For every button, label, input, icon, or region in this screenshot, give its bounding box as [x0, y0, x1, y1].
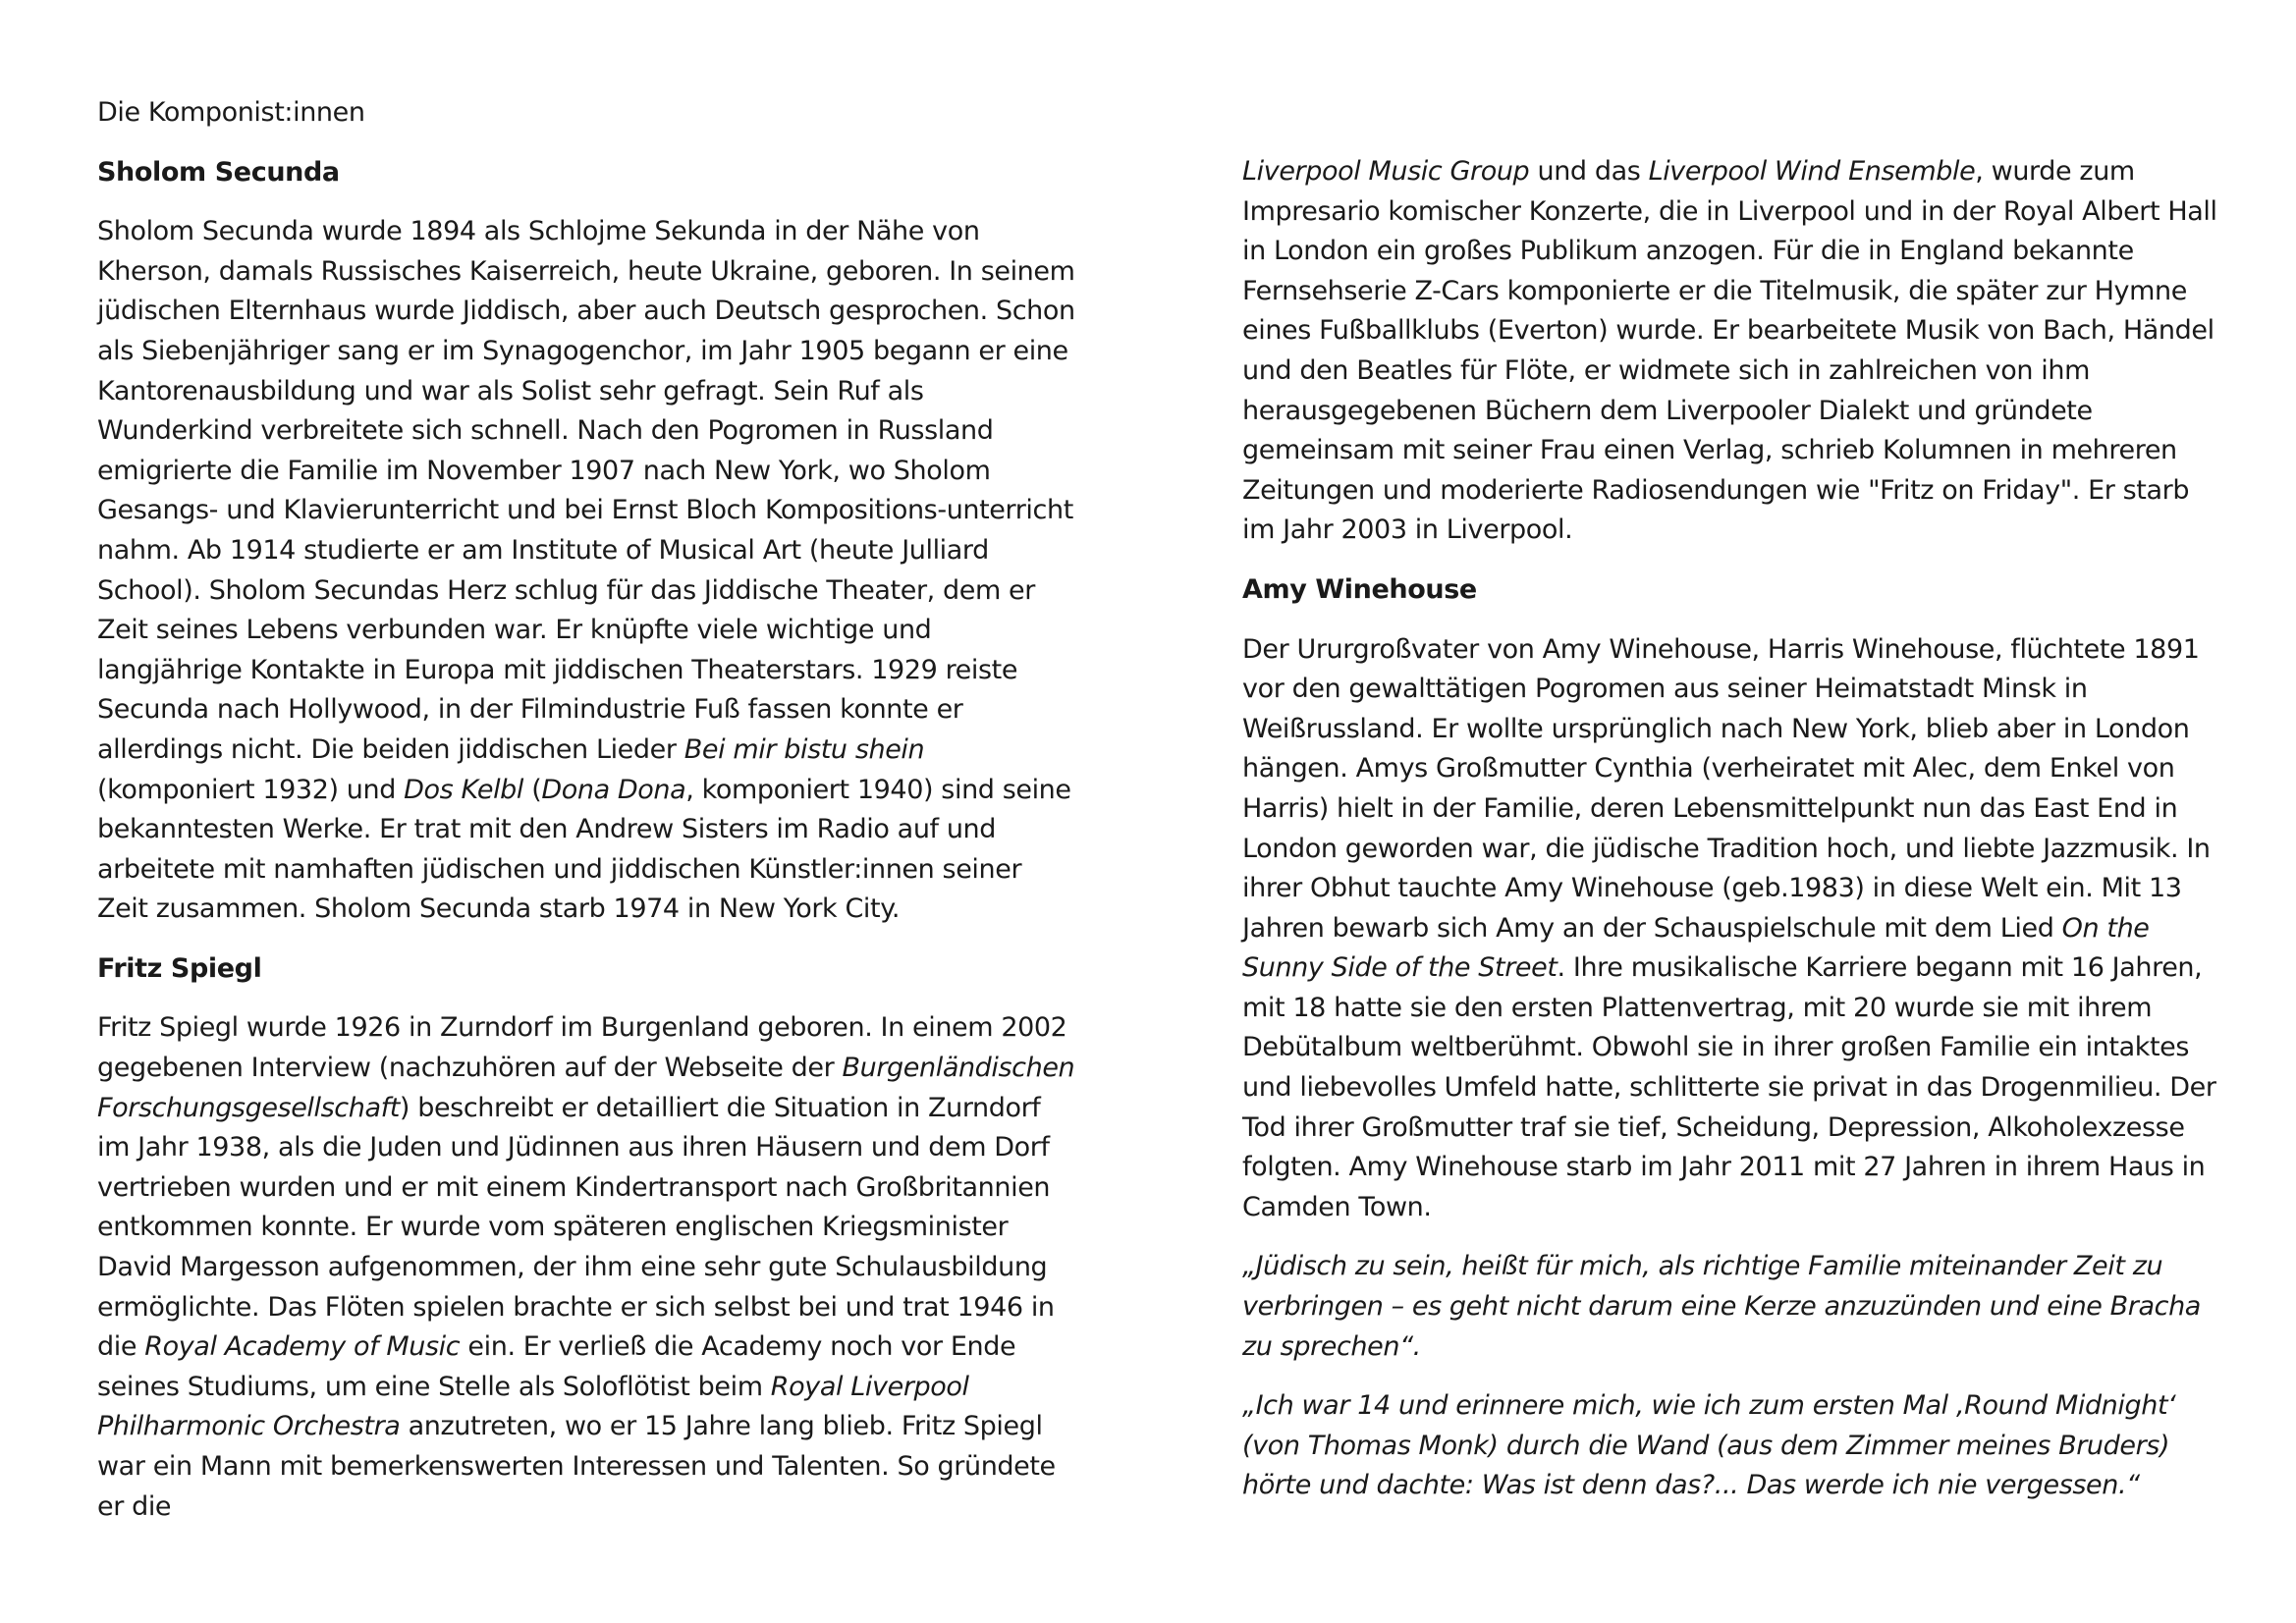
left-column [97, 93, 1079, 1546]
heading-sholom-secunda: Sholom Secunda [97, 156, 340, 188]
quote-winehouse-2: „Ich war 14 und erinnere mich, wie ich zum ersten Mal ‚Round Midnight‘ (von Thomas Monk) durch die Wand (aus dem Zimmer meines Bruders) hörte und dachte: Was ist denn das?... Das werde ich nie vergessen.“ [1242, 1390, 2176, 1501]
quote-winehouse-1: „Jüdisch zu sein, heißt für mich, als richtige Familie miteinander Zeit zu verbringen – es geht nicht darum eine Kerze anzuzünden und eine Bracha zu sprechen“. [1242, 1251, 2201, 1362]
paragraph-amy-winehouse: Der Ururgroßvater von Amy Winehouse, Harris Winehouse, flüchtete 1891 vor den gewalttätigen Pogromen aus seiner Heimatstadt Minsk in Weißrussland. Er wollte ursprünglich nach New York, blieb aber in London hängen. Amys Großmutter Cynthia (verheiratet mit Alec, dem Enkel von Harris) hielt in der Familie, deren Lebensmittelpunkt nun das East End in London geworden war, die jüdische Tradition hoch, und liebte Jazzmusik. In ihrer Obhut tauchte Amy Winehouse (geb.1983) in diese Welt ein. Mit 13 Jahren bewarb sich Amy an der Schauspielschule mit dem Lied On the Sunny Side of the Street. Ihre musikalische Karriere begann mit 16 Jahren, mit 18 hatte sie den ersten Plattenvertrag, mit 20 wurde sie mit ihrem Debütalbum weltberühmt. Obwohl sie in ihrer großen Familie ein intaktes und liebevolles Umfeld hatte, schlitterte sie privat in das Drogenmilieu. Der Tod ihrer Großmutter traf sie tief, Scheidung, Depression, Alkoholexzesse folgten. Amy Winehouse starb im Jahr 2011 mit 27 Jahren in ihrem Haus in Camden Town. [1242, 633, 2216, 1222]
heading-amy-winehouse: Amy Winehouse [1242, 573, 1477, 605]
paragraph-fritz-spiegl-continued: Liverpool Music Group und das Liverpool Wind Ensemble, wurde zum Impresario komischer Konzerte, die in Liverpool und in der Royal Albert Hall in London ein großes Publikum anzogen. Für die in England bekannte Fernsehserie Z-Cars komponierte er die Titelmusik, die später zur Hymne eines Fußballklubs (Everton) wurde. Er bearbeitete Musik von Bach, Händel und den Beatles für Flöte, er widmete sich in zahlreichen von ihm herausgegebenen Büchern dem Liverpooler Dialekt und gründete gemeinsam mit seiner Frau einen Verlag, schrieb Kolumnen in mehreren Zeitungen und moderierte Radiosendungen wie "Fritz on Friday". Er starb im Jahr 2003 in Liverpool. [1242, 156, 2217, 546]
paragraph-sholom-secunda: Sholom Secunda wurde 1894 als Schlojme Sekunda in der Nähe von Kherson, damals Russisches Kaiserreich, heute Ukraine, geboren. In seinem jüdischen Elternhaus wurde Jiddisch, aber auch Deutsch gesprochen. Schon als Siebenjähriger sang er im Synagogenchor, im Jahr 1905 begann er eine Kantorenausbildung und war als Solist sehr gefragt. Sein Ruf als Wunderkind verbreitete sich schnell. Nach den Pogromen in Russland emigrierte die Familie im November 1907 nach New York, wo Sholom Gesangs- und Klavierunterricht und bei Ernst Bloch Kompositions-unterricht nahm. Ab 1914 studierte er am Institute of Musical Art (heute Julliard School). Sholom Secundas Herz schlug für das Jiddische Theater, dem er Zeit seines Lebens verbunden war. Er knüpfte viele wichtige und langjährige Kontakte in Europa mit jiddischen Theaterstars. 1929 reiste Secunda nach Hollywood, in der Filmindustrie Fuß fassen konnte er allerdings nicht. Die beiden jiddischen Lieder Bei mir bistu shein (komponiert 1932) und Dos Kelbl (Dona Dona, komponiert 1940) sind seine bekanntesten Werke. Er trat mit den Andrew Sisters im Radio auf und arbeitete mit namhaften jüdischen und jiddischen Künstler:innen seiner Zeit zusammen. Sholom Secunda starb 1974 in New York City. [97, 216, 1075, 925]
heading-fritz-spiegl: Fritz Spiegl [97, 952, 262, 984]
page-title: Die Komponist:innen [97, 97, 365, 128]
right-column [1242, 152, 2224, 1526]
paragraph-fritz-spiegl: Fritz Spiegl wurde 1926 in Zurndorf im Burgenland geboren. In einem 2002 gegebenen Interview (nachzuhören auf der Webseite der Burgenländischen Forschungsgesellschaft) beschreibt er detailliert die Situation in Zurndorf im Jahr 1938, als die Juden und Jüdinnen aus ihren Häusern und dem Dorf vertrieben wurden und er mit einem Kindertransport nach Großbritannien entkommen konnte. Er wurde vom späteren englischen Kriegsminister David Margesson aufgenommen, der ihm eine sehr gute Schulausbildung ermöglichte. Das Flöten spielen brachte er sich selbst bei und trat 1946 in die Royal Academy of Music ein. Er verließ die Academy noch vor Ende seines Studiums, um eine Stelle als Soloflötist beim Royal Liverpool Philharmonic Orchestra anzutreten, wo er 15 Jahre lang blieb. Fritz Spiegl war ein Mann mit bemerkenswerten Interessen und Talenten. So gründete er die [97, 1012, 1075, 1522]
